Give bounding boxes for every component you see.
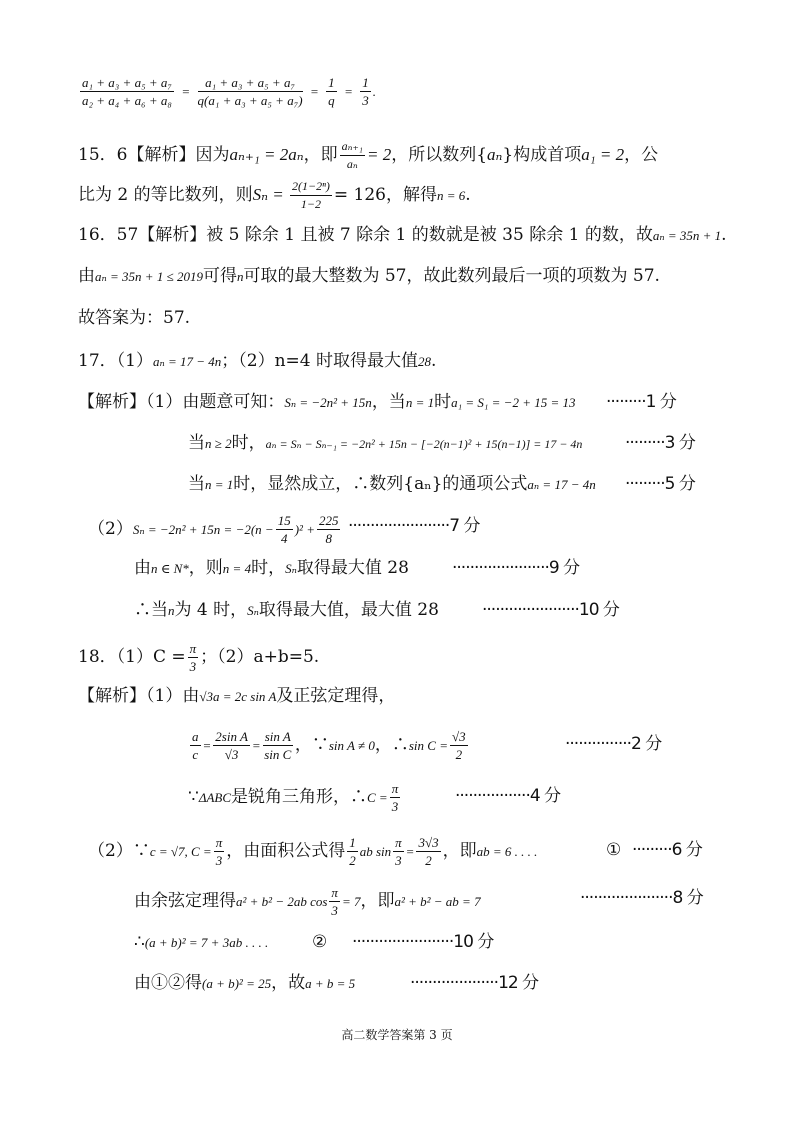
fraction [317, 512, 341, 547]
denominator: sin C [264, 747, 292, 762]
formula: a₁ = 2 [581, 145, 625, 164]
formula: n ≥ 2 [205, 436, 232, 451]
text: 比为 2 的等比数列，则 [78, 185, 253, 205]
formula: n = 6 [436, 188, 466, 203]
fraction [80, 74, 174, 109]
formula: √3a = 2c sin A [199, 689, 277, 704]
header-formula: $\frac{\text{a₁ + a₃ + a₅ + a₇}}{\text{a₂ + a₄ + a₆ + a₈}}$ = $\frac{\text{a₁ + a₃ + a₅ + a₇}}{\text{q(a₁ + a₃ + a₅ + a₇)}}$ = $\frac{1}{q}$ = $\frac{1}{3}$ . [82, 75, 376, 108]
formula: = [405, 844, 415, 859]
q18-part2-step3 [134, 930, 268, 955]
q17-step2 [188, 431, 582, 456]
denominator: 2 [349, 853, 356, 868]
formula: ab = 6 . . . . [476, 844, 538, 859]
score-6: ·········6 分 [632, 840, 702, 860]
score-5: ·········5 分 [625, 474, 695, 494]
denominator: q(a₁ + a₃ + a₅ + a₇) [197, 93, 303, 108]
q17-answer [78, 349, 436, 374]
text: ，∴ [374, 735, 409, 755]
score-10b: ·······················10 分 [352, 932, 494, 952]
formula: aₙ = Sₙ − Sₙ₋₁ = −2n² + 15n − [−2(n−1)² + 15(n−1)] = 17 − 4n [265, 437, 583, 451]
page-footer: 高二数学答案第 3 页 [341, 1028, 453, 1042]
score-9: ······················9 分 [452, 558, 580, 578]
q18-part2-step2 [134, 884, 481, 919]
text: ∵ [188, 787, 199, 807]
q17-part2-step1 [88, 512, 342, 547]
text: （2） [88, 519, 133, 539]
numerator: a₁ + a₃ + a₅ + a₇ [82, 75, 172, 90]
text: ∴当 [134, 600, 168, 620]
circle-1: ① [606, 840, 622, 860]
fraction [340, 138, 365, 173]
q18-step3 [188, 780, 402, 815]
q17-step3 [188, 472, 596, 497]
text: （2）∵ [88, 841, 150, 861]
fraction [214, 834, 225, 869]
formula: Sₙ [285, 561, 297, 576]
text: 当 [188, 474, 205, 494]
fraction [198, 74, 303, 109]
score-2: ···············2 分 [565, 734, 662, 754]
denominator: q [328, 93, 335, 108]
denominator: a₂ + a₄ + a₆ + a₈ [82, 93, 172, 108]
fraction [213, 728, 250, 763]
text: ，∵ [294, 735, 329, 755]
formula: c = √7, C = [149, 844, 212, 859]
fraction [390, 780, 401, 815]
text: ∴ [134, 932, 145, 952]
text: ，由面积公式得 [226, 841, 346, 861]
text: }构成首项 [502, 145, 582, 165]
text: . [431, 351, 437, 371]
formula: (a + b)² = 25 [202, 976, 272, 991]
numerator: 3√3 [418, 835, 439, 850]
text: 故答案为：57. [78, 308, 191, 328]
formula: ab sin [359, 844, 392, 859]
fraction [190, 728, 201, 763]
circle-2: ② [312, 932, 328, 952]
denominator: 3 [391, 799, 399, 814]
text: 取得最大值 28 [296, 558, 409, 578]
formula: Sₙ = −2n² + 15n = −2(n − [132, 522, 274, 537]
denominator: 3 [362, 93, 369, 108]
formula: (a + b)² = 7 + 3ab . . . . [144, 935, 269, 950]
formula: aₙ₊₁ = 2aₙ [229, 145, 304, 164]
text: 【解析】（1）由题意可知： [78, 392, 285, 412]
score-12: ····················12 分 [410, 973, 539, 993]
numerator: sin A [264, 729, 291, 744]
text: 时， [251, 558, 286, 578]
fraction [188, 640, 199, 675]
denominator: 2 [425, 853, 432, 868]
text: 为 4 时， [174, 600, 248, 620]
score-3: ·········3 分 [625, 433, 695, 453]
formula: a₁ = S₁ = −2 + 15 = 13 [451, 395, 576, 410]
formula: a² + b² − 2ab cos [236, 894, 328, 909]
q18-part2-step1 [88, 834, 537, 869]
formula: a² + b² − ab = 7 [394, 894, 481, 909]
formula: Sₙ = −2n² + 15n [284, 395, 372, 410]
text: 取得最大值，最大值 28 [258, 600, 439, 620]
text: 18．（1）C = [78, 647, 186, 667]
numerator: π [189, 641, 197, 656]
fraction [360, 74, 371, 109]
formula: n ∈ N* [151, 561, 189, 576]
formula: aₙ = 35n + 1 [652, 228, 722, 243]
q16-line3 [78, 306, 190, 330]
fraction [326, 74, 337, 109]
q18-answer [78, 640, 319, 675]
score-4: ·················4 分 [455, 786, 561, 806]
numerator: 225 [318, 513, 339, 528]
fraction [416, 834, 440, 869]
text: 由①②得 [134, 973, 202, 993]
fraction [450, 728, 468, 763]
numerator: 1 [328, 75, 335, 90]
text: 17．（1） [78, 351, 153, 371]
score-1: ·········1 分 [606, 392, 676, 412]
formula: n = 4 [222, 561, 252, 576]
formula: a + b = 5 [305, 976, 356, 991]
numerator: π [215, 835, 223, 850]
formula: = 2 [366, 145, 392, 164]
q17-part2-step3 [134, 598, 439, 623]
numerator: π [391, 781, 399, 796]
text: 是锐角三角形，∴ [231, 787, 368, 807]
fraction [347, 834, 358, 869]
text: 当 [188, 433, 205, 453]
fraction [393, 834, 404, 869]
text: 15．6【解析】因为 [78, 145, 230, 165]
text: = 126，解得 [333, 185, 437, 205]
denominator: 4 [280, 531, 288, 546]
denominator: 3 [331, 903, 338, 918]
denominator: 3 [395, 853, 402, 868]
text: ；（2）a+b=5. [200, 647, 320, 667]
formula: 28 [418, 354, 432, 369]
numerator: 15 [277, 513, 291, 528]
q18-step2: $\frac{a}{c}$ = $\frac{\text{2sin A}}{√3}$ = $\frac{\text{sin A}}{\text{sin C}}$ ，∵sin A ≠ 0，∴sin C = $\frac{√3}{2}$ [192, 729, 466, 762]
formula: aₙ = 35n + 1 ≤ 2019 [95, 269, 203, 284]
text: 由 [134, 558, 151, 578]
formula: aₙ = 17 − 4n [152, 354, 222, 369]
denominator: c [192, 747, 199, 762]
text: 时 [434, 392, 452, 412]
q15-line1: 15．6【解析】因为aₙ₊₁ = 2aₙ，即 $\frac{\text{aₙ₊₁}}{\text{aₙ}}$ = 2，所以数列{aₙ}构成首项a₁ = 2，公 [78, 139, 659, 171]
text: ，公 [624, 145, 659, 165]
denominator: 1−2 [300, 197, 321, 211]
numerator: a [192, 729, 199, 744]
formula: Sₙ [247, 603, 259, 618]
denominator: 3 [215, 853, 223, 868]
fraction [263, 728, 293, 763]
text: ，故 [271, 973, 306, 993]
numerator: 2sin A [215, 729, 248, 744]
formula: n [168, 603, 175, 618]
text: 【解析】（1）由 [78, 686, 200, 706]
score-10: ······················10 分 [482, 600, 619, 620]
text: 由余弦定理得 [134, 891, 236, 911]
numerator: 1 [349, 835, 356, 850]
denominator: aₙ [346, 157, 358, 171]
numerator: π [395, 835, 402, 850]
formula: n = 1 [205, 477, 234, 492]
denominator: 2 [455, 747, 463, 762]
text: 及正弦定理得， [276, 686, 396, 706]
numerator: 1 [362, 75, 369, 90]
numerator: 2(1−2ⁿ) [290, 178, 332, 196]
q16-line1: 16．57【解析】被 5 除余 1 且被 7 除余 1 的数就是被 35 除余 1 的数，故aₙ = 35n + 1. [78, 225, 727, 245]
q16-line2 [78, 264, 660, 289]
score-8: ·····················8 分 [580, 888, 703, 908]
fraction [290, 178, 332, 213]
formula: C = [367, 790, 388, 805]
q18-part2-step4 [134, 971, 355, 996]
score-7: ·······················7 分 [348, 516, 480, 536]
formula: aₙ = 17 − 4n [527, 477, 596, 492]
text: ，即 [303, 145, 338, 165]
formula: sin A ≠ 0 [328, 738, 375, 753]
formula: sin C = [408, 738, 448, 753]
numerator: π [331, 885, 338, 900]
formula: )² + [294, 522, 315, 537]
text: ，即 [360, 891, 395, 911]
numerator: a₁ + a₃ + a₅ + a₇ [198, 74, 303, 92]
numerator: aₙ₊₁ [340, 138, 365, 156]
formula: n [236, 269, 244, 284]
denominator: √3 [224, 747, 239, 762]
q17-part2-step2 [134, 556, 409, 581]
text: 时，显然成立，∴数列{aₙ}的通项公式 [233, 474, 528, 494]
text: ，则 [188, 558, 223, 578]
text: 16．57【解析】被 5 除余 1 且被 7 除余 1 的数就是被 35 除余 1 的数，故 [78, 225, 653, 245]
text: 由 [78, 266, 95, 286]
q17-step1 [78, 390, 576, 415]
text: 时， [231, 433, 266, 453]
formula: n = 1 [405, 395, 435, 410]
denominator: 8 [325, 531, 332, 546]
text: ，当 [371, 392, 406, 412]
fraction [329, 884, 340, 919]
text: ，即 [442, 841, 477, 861]
q15-line2: 比为 2 的等比数列，则Sₙ = $\frac{\text{2(1−2ⁿ)}}{1-2}$ = 126，解得n = 6. [78, 179, 471, 211]
fraction [276, 512, 293, 547]
q18-step1 [78, 684, 395, 709]
numerator: √3 [452, 729, 466, 744]
text: 可得 [202, 266, 237, 286]
formula: ΔABC [198, 790, 232, 805]
text: ；（2）n=4 时取得最大值 [221, 351, 419, 371]
denominator: 3 [189, 659, 197, 674]
formula: = 7 [341, 894, 361, 909]
text: 可取的最大整数为 57，故此数列最后一项的项数为 57. [243, 266, 660, 286]
